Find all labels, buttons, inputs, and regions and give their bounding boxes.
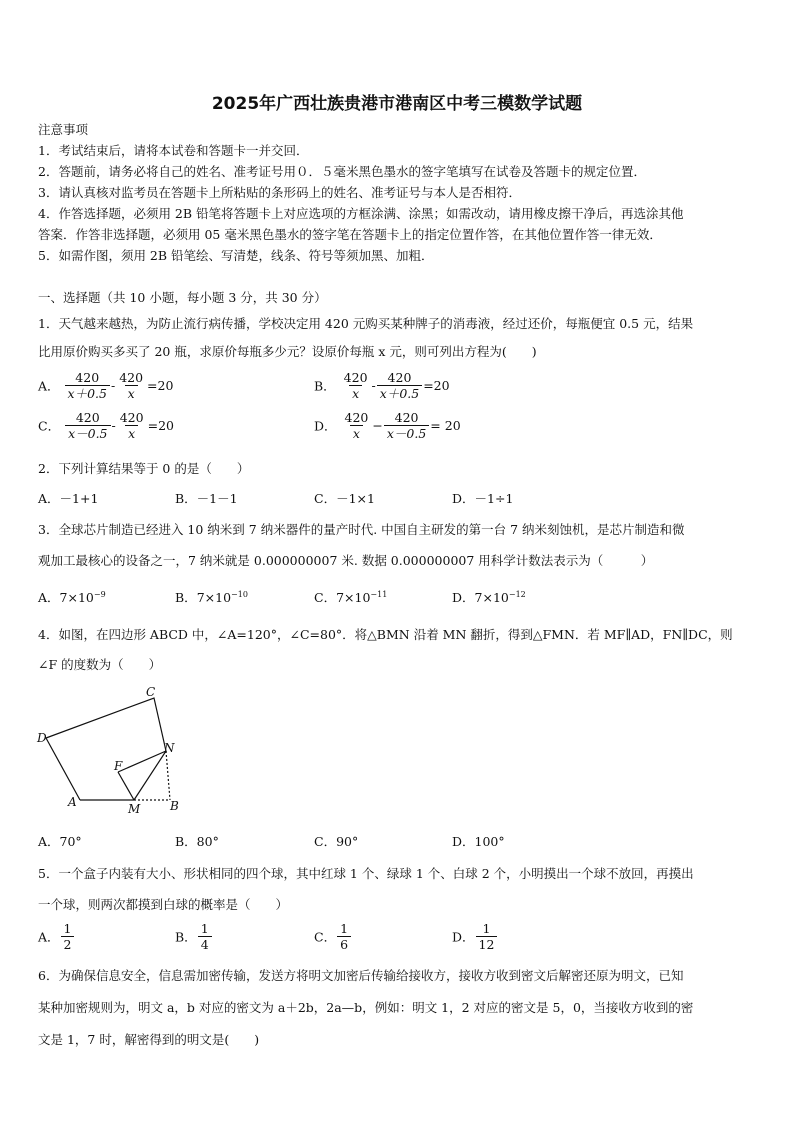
q3-option-c: C．$7\times 10^{-11}$ <box>314 589 388 605</box>
edge-mf <box>118 772 134 800</box>
q4-option-d: D．100° <box>452 834 505 849</box>
q4-option-c: C．90° <box>314 834 359 849</box>
label-n: N <box>164 741 175 755</box>
q1-option-a: A． $\frac{420}{x+0.5}$ - $\frac{420}{x}$ =20 <box>38 370 174 401</box>
notice-item: 3．请认真核对监考员在答题卡上所粘贴的条形码上的姓名、准考证号与本人是否相符． <box>38 185 521 200</box>
q6-stem: 文是 1，7 时，解密得到的明文是( ) <box>38 1032 260 1047</box>
q5-option-b: B． $\frac{1}{4}$ <box>175 921 213 952</box>
notice-item: 4．作答选择题，必须用 2B 铅笔将答题卡上对应选项的方框涂满、涂黑；如需改动，请用橡皮擦干净后，再选涂其他 <box>38 206 684 221</box>
q1-stem: 1．天气越来越热，为防止流行病传播，学校决定用 420 元购买某种牌子的消毒液，经过还价，每瓶便宜 0.5 元，结果 <box>38 316 694 331</box>
notice-item: 2．答题前，请务必将自己的姓名、准考证号用０．５毫米黑色墨水的签字笔填写在试卷及答题卡的规定位置． <box>38 164 646 179</box>
q5-option-a: A． $\frac{1}{2}$ <box>38 921 75 952</box>
q5-option-d: D． $\frac{1}{12}$ <box>452 921 498 952</box>
quadrilateral-figure <box>36 686 186 818</box>
q4-option-b: B．80° <box>175 834 219 849</box>
q6-stem: 6．为确保信息安全，信息需加密传输，发送方将明文加密后传输给接收方，接收方收到密文后解密还原为明文，已知 <box>38 968 684 983</box>
q1-option-d: D． $\frac{420}{x}$ − $\frac{420}{x-0.5}$ = 20 <box>314 410 461 441</box>
notice-item: 答案．作答非选择题，必须用 05 毫米黑色墨水的签字笔在答题卡上的指定位置作答，在其他位置作答一律无效． <box>38 227 662 242</box>
label-d: D <box>37 731 47 745</box>
notice-item: 1．考试结束后，请将本试卷和答题卡一并交回． <box>38 143 309 158</box>
q3-stem: 观加工最核心的设备之一，7 纳米就是 0.000000007 米. 数据 0.000000007 用科学计数法表示为（ ） <box>38 553 654 568</box>
label-b: B <box>170 799 179 813</box>
q5-stem: 5．一个盒子内装有大小、形状相同的四个球，其中红球 1 个、绿球 1 个、白球 2 个，小明摸出一个球不放回，再摸出 <box>38 866 694 881</box>
q3-option-a: A．$7\times 10^{-9}$ <box>38 589 106 605</box>
notice-item: 5．如需作图，须用 2B 铅笔绘、写清楚，线条、符号等须加黑、加粗． <box>38 248 434 263</box>
q5-stem: 一个球，则两次都摸到白球的概率是（ ） <box>38 897 289 912</box>
q1-option-b: B． $\frac{420}{x}$ - $\frac{420}{x+0.5}$ =20 <box>314 370 450 401</box>
q1-option-c: C． $\frac{420}{x-0.5}$ - $\frac{420}{x}$ =20 <box>38 410 174 441</box>
label-f: F <box>114 759 123 773</box>
edge-nb-dashed <box>166 751 170 800</box>
q5-option-c: C． $\frac{1}{6}$ <box>314 921 352 952</box>
notice-heading: 注意事项 <box>38 122 89 137</box>
q1-stem: 比用原价购买多买了 20 瓶，求原价每瓶多少元？设原价每瓶 x 元，则可列出方程为( ) <box>38 344 537 359</box>
q2-stem: 2．下列计算结果等于 0 的是（ ） <box>38 461 250 476</box>
figure-edges <box>46 698 166 800</box>
q3-option-b: B．$7\times 10^{-10}$ <box>175 589 248 605</box>
q6-stem: 某种加密规则为，明文 a，b 对应的密文为 a＋2b，2a—b，例如：明文 1，2 对应的密文是 5，0，当接收方收到的密 <box>38 1000 694 1015</box>
q4-option-a: A．70° <box>38 834 82 849</box>
q2-option-b: B．－1－1 <box>175 491 238 506</box>
label-c: C <box>146 686 156 699</box>
q4-stem: 4．如图，在四边形 ABCD 中，∠A=120°，∠C=80°．将△BMN 沿着 MN 翻折，得到△FMN．若 MF∥AD，FN∥DC，则 <box>38 627 733 642</box>
section-heading: 一、选择题（共 10 小题，每小题 3 分，共 30 分） <box>38 290 327 305</box>
q4-stem: ∠F 的度数为（ ） <box>38 657 162 672</box>
label-a: A <box>68 795 77 809</box>
q2-option-c: C．－1×1 <box>314 491 375 506</box>
q2-option-d: D．－1÷1 <box>452 491 514 506</box>
label-m: M <box>128 802 141 816</box>
q2-option-a: A．－1+1 <box>38 491 99 506</box>
q3-stem: 3．全球芯片制造已经进入 10 纳米到 7 纳米器件的量产时代. 中国自主研发的第一台 7 纳米刻蚀机，是芯片制造和微 <box>38 522 685 537</box>
q3-option-d: D．$7\times 10^{-12}$ <box>452 589 526 605</box>
page-title: 2025年广西壮族贵港市港南区中考三模数学试题 <box>211 94 583 114</box>
